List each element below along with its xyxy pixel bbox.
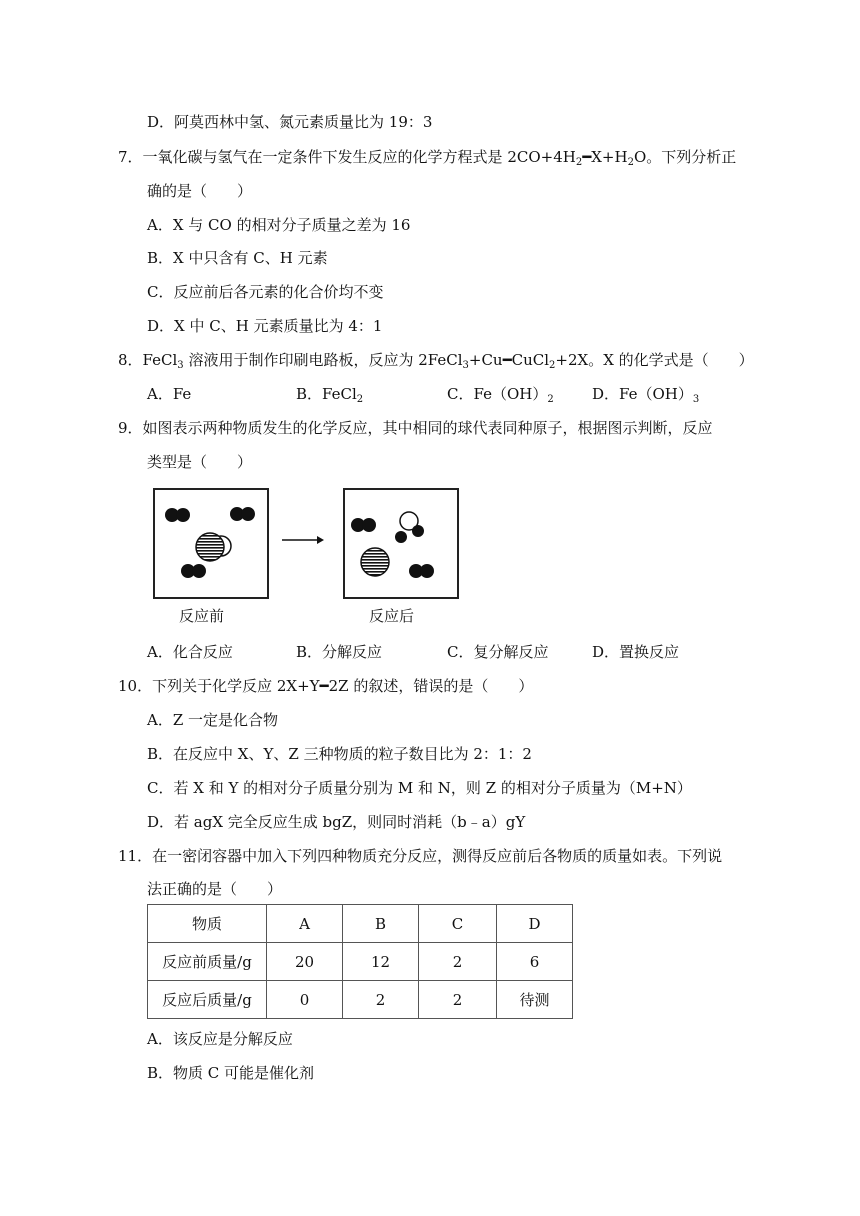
q10-option-d: D．若 agX 完全反应生成 bgZ，则同时消耗（b﹣a）gY (147, 813, 526, 831)
q9-option-a: A．化合反应 (147, 643, 233, 661)
table-header-row (148, 905, 573, 943)
hatched-single-atom (361, 548, 389, 576)
reaction-arrow-icon (281, 533, 325, 547)
table-cell: 6 (497, 943, 573, 981)
hatched-white-molecule (196, 533, 231, 561)
q9-stem-line2: 类型是（ ） (147, 453, 253, 471)
table-cell: 20 (267, 943, 343, 981)
q10-stem: 10．下列关于化学反应 2X+Y━2Z 的叙述，错误的是（ ） (118, 677, 534, 695)
q7-stem-line2: 确的是（ ） (147, 182, 253, 200)
table-cell: 0 (267, 981, 343, 1019)
q9-option-d: D．置换反应 (592, 643, 680, 661)
q11-stem-line1: 11．在一密闭容器中加入下列四种物质充分反应，测得反应前后各物质的质量如表。下列说 (118, 847, 723, 865)
q7-option-d: D．X 中 C、H 元素质量比为 4：1 (147, 317, 383, 335)
caption-before: 反应前 (179, 607, 225, 625)
table-cell: C (419, 905, 497, 943)
before-molecules (155, 490, 267, 597)
q8-option-c: C．$Fe(OH)_2$ (447, 385, 554, 405)
q7-stem-line1: 7．一氧化碳与氢气在一定条件下发生反应的化学方程式是 $2CO+4H_2━X+H_2O$。下列分析正 (118, 148, 737, 168)
black-single-atom (395, 531, 407, 543)
q7-option-c: C．反应前后各元素的化合价均不变 (147, 283, 384, 301)
table-cell: B (343, 905, 419, 943)
black-diatomic-molecule (409, 564, 434, 578)
table-cell: 物质 (148, 905, 267, 943)
table-cell: A (267, 905, 343, 943)
table-cell: D (497, 905, 573, 943)
after-reaction-box (343, 488, 459, 599)
q6-option-d: D．阿莫西林中氢、氮元素质量比为 19：3 (147, 113, 433, 131)
q8-option-d: D．$Fe(OH)_3$ (592, 385, 700, 405)
caption-after: 反应后 (369, 607, 415, 625)
black-diatomic-molecule (181, 564, 206, 578)
table-cell: 2 (419, 981, 497, 1019)
q9-option-c: C．复分解反应 (447, 643, 549, 661)
black-diatomic-molecule (230, 507, 255, 521)
black-diatomic-molecule (165, 508, 190, 522)
q10-option-c: C．若 X 和 Y 的相对分子质量分别为 M 和 N，则 Z 的相对分子质量为（M+N） (147, 779, 692, 797)
q11-option-a: A．该反应是分解反应 (147, 1030, 293, 1048)
q8-option-b: B．FeCl$_2$ (296, 385, 364, 405)
before-reaction-box (153, 488, 269, 599)
table-cell: 待测 (497, 981, 573, 1019)
table-cell: 2 (419, 943, 497, 981)
after-molecules (345, 490, 457, 597)
q11-option-b: B．物质 C 可能是催化剂 (147, 1064, 315, 1082)
q10-option-a: A．Z 一定是化合物 (147, 711, 279, 729)
q9-stem-line1: 9．如图表示两种物质发生的化学反应，其中相同的球代表同种原子，根据图示判断，反应 (118, 419, 713, 437)
q8-option-a: A．Fe (147, 385, 192, 403)
table-row (148, 943, 573, 981)
q7-option-a: A．X 与 CO 的相对分子质量之差为 16 (147, 216, 411, 234)
black-diatomic-molecule (351, 518, 376, 532)
mass-table (147, 904, 573, 1019)
table-row (148, 981, 573, 1019)
q9-option-b: B．分解反应 (296, 643, 383, 661)
table-cell: 反应前质量/g (148, 943, 267, 981)
q7-option-b: B．X 中只含有 C、H 元素 (147, 249, 328, 267)
q8-stem: 8．FeCl$_3$ 溶液用于制作印刷电路板，反应为 2FeCl$_3$+Cu━CuCl$_2$+2X。X 的化学式是（ ） (118, 351, 754, 371)
q11-stem-line2: 法正确的是（ ） (147, 880, 283, 898)
q10-option-b: B．在反应中 X、Y、Z 三种物质的粒子数目比为 2：1：2 (147, 745, 532, 763)
table-cell: 12 (343, 943, 419, 981)
table-cell: 2 (343, 981, 419, 1019)
table-cell: 反应后质量/g (148, 981, 267, 1019)
